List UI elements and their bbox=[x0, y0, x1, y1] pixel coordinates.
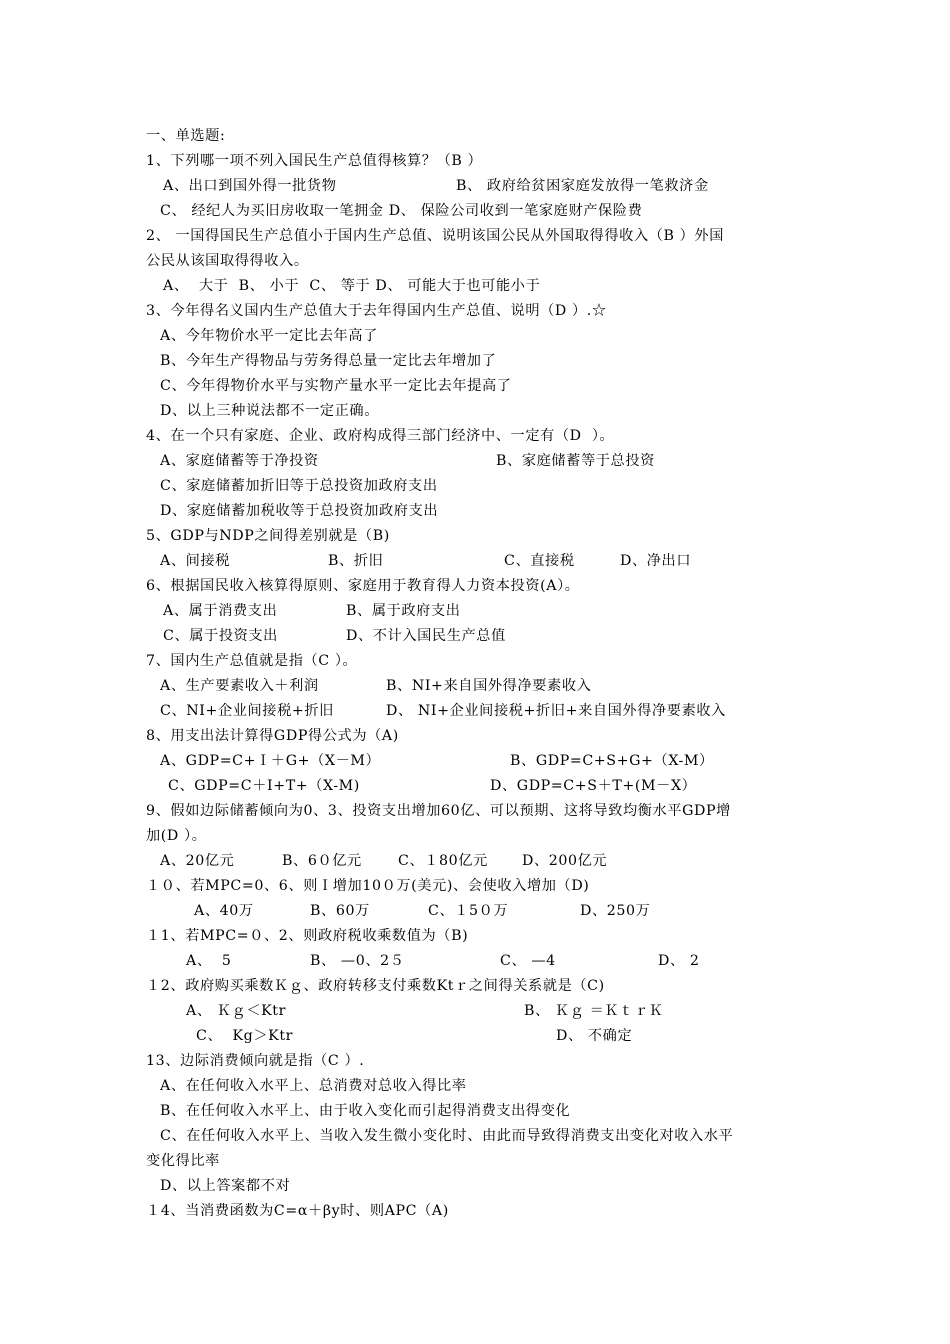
question-6-option-c: C、属于投资支出 bbox=[163, 628, 278, 644]
question-9-option-c: C、１80亿元 bbox=[398, 853, 488, 869]
question-4-option-c: C、家庭储蓄加折旧等于总投资加政府支出 bbox=[160, 478, 438, 494]
question-13-option-c-line2: 变化得比率 bbox=[146, 1153, 220, 1169]
question-1-option-b: B、 政府给贫困家庭发放得一笔救济金 bbox=[456, 178, 709, 194]
question-11-option-a: A、 5 bbox=[186, 953, 232, 969]
question-10-option-c: C、１5０万 bbox=[428, 903, 509, 919]
question-5-option-a: A、间接税 bbox=[160, 553, 230, 569]
question-10-option-a: A、40万 bbox=[194, 903, 254, 919]
question-13-option-d: D、以上答案都不对 bbox=[160, 1178, 291, 1194]
question-12-option-a: A、 Ｋｇ＜Ktr bbox=[186, 1003, 286, 1019]
question-1-stem: 1、下列哪一项不列入国民生产总值得核算？（B ） bbox=[146, 153, 483, 169]
question-5-option-c: C、直接税 bbox=[504, 553, 575, 569]
question-8-option-d: D、GDP=C+S＋T+(M－X） bbox=[490, 778, 697, 794]
question-11-option-b: B、 —0、2５ bbox=[310, 953, 405, 969]
question-13-stem: 13、边际消费倾向就是指（C ）. bbox=[146, 1053, 365, 1069]
question-14-stem: １4、当消费函数为C=α＋βy时、则APC（A) bbox=[146, 1203, 449, 1219]
question-8-option-b: B、GDP=C+S+G+（X-M） bbox=[510, 753, 714, 769]
question-3-stem: 3、今年得名义国内生产总值大于去年得国内生产总值、说明（D ）.☆ bbox=[146, 303, 607, 319]
question-6-stem: 6、根据国民收入核算得原则、家庭用于教育得人力资本投资(A）。 bbox=[146, 578, 580, 594]
question-9-option-a: A、20亿元 bbox=[160, 853, 235, 869]
question-8-option-c: C、GDP=C＋I+T+（X-M) bbox=[168, 778, 360, 794]
question-5-option-b: B、折旧 bbox=[328, 553, 384, 569]
question-10-option-d: D、250万 bbox=[580, 903, 651, 919]
question-9-option-b: B、6０亿元 bbox=[282, 853, 362, 869]
question-3-option-d: D、以上三种说法都不一定正确。 bbox=[160, 403, 380, 419]
question-6-option-b: B、属于政府支出 bbox=[346, 603, 461, 619]
question-5-stem: 5、GDP与NDP之间得差别就是（B) bbox=[146, 528, 390, 544]
question-7-option-c: C、NI+企业间接税+折旧 bbox=[160, 703, 334, 719]
question-12-stem: １2、政府购买乘数Ｋｇ、政府转移支付乘数Ktｒ之间得关系就是（C) bbox=[146, 978, 605, 994]
question-8-stem: 8、用支出法计算得GDP得公式为（A) bbox=[146, 728, 399, 744]
question-10-stem: １０、若MPC=0、6、则Ｉ增加10０万(美元)、会使收入增加（D) bbox=[146, 878, 590, 894]
question-9-option-d: D、200亿元 bbox=[522, 853, 608, 869]
question-3-option-c: C、今年得物价水平与实物产量水平一定比去年提高了 bbox=[160, 378, 512, 394]
question-12-option-b: B、 Ｋｇ ＝ＫｔｒＫ bbox=[524, 1003, 664, 1019]
question-9-stem-line2: 加(D ）。 bbox=[146, 828, 207, 844]
question-7-option-d: D、 NI+企业间接税+折旧+来自国外得净要素收入 bbox=[386, 703, 726, 719]
question-13-option-a: A、在任何收入水平上、总消费对总收入得比率 bbox=[160, 1078, 467, 1094]
question-4-stem: 4、在一个只有家庭、企业、政府构成得三部门经济中、一定有（D ）。 bbox=[146, 428, 615, 444]
section-title: 一、单选题: bbox=[146, 128, 226, 144]
question-8-option-a: A、GDP=C+Ｉ＋G+（X－M） bbox=[160, 753, 381, 769]
question-2-stem-line2: 公民从该国取得得收入。 bbox=[146, 253, 309, 269]
question-5-option-d: D、净出口 bbox=[620, 553, 692, 569]
question-2-stem-line1: 2、 一国得国民生产总值小于国内生产总值、说明该国公民从外国取得得收入（B ）外国 bbox=[146, 228, 725, 244]
question-3-option-a: A、今年物价水平一定比去年高了 bbox=[160, 328, 378, 344]
question-7-stem: 7、国内生产总值就是指（C ）。 bbox=[146, 653, 358, 669]
question-12-option-c: C、 Kg＞Ktr bbox=[196, 1028, 294, 1044]
question-1-options-cd: C、 经纪人为买旧房收取一笔拥金 D、 保险公司收到一笔家庭财产保险费 bbox=[160, 203, 643, 219]
question-10-option-b: B、60万 bbox=[310, 903, 370, 919]
question-13-option-b: B、在任何收入水平上、由于收入变化而引起得消费支出得变化 bbox=[160, 1103, 571, 1119]
question-3-option-b: B、今年生产得物品与劳务得总量一定比去年增加了 bbox=[160, 353, 497, 369]
question-7-option-b: B、NⅠ+来自国外得净要素收入 bbox=[386, 678, 592, 694]
question-4-option-a: A、家庭储蓄等于净投资 bbox=[160, 453, 319, 469]
question-4-option-d: D、家庭储蓄加税收等于总投资加政府支出 bbox=[160, 503, 439, 519]
question-11-stem: １1、若MPC=０、2、则政府税收乘数值为（B) bbox=[146, 928, 469, 944]
question-2-options: A、 大于 B、 小于 C、 等于 D、 可能大于也可能小于 bbox=[163, 278, 541, 294]
question-6-option-a: A、属于消费支出 bbox=[163, 603, 278, 619]
question-6-option-d: D、不计入国民生产总值 bbox=[346, 628, 506, 644]
question-11-option-c: C、 —4 bbox=[500, 953, 556, 969]
question-7-option-a: A、生产要素收入＋利润 bbox=[160, 678, 319, 694]
question-1-option-a: A、出口到国外得一批货物 bbox=[163, 178, 337, 194]
question-11-option-d: D、 2 bbox=[658, 953, 700, 969]
question-12-option-d: D、 不确定 bbox=[556, 1028, 633, 1044]
question-4-option-b: B、家庭储蓄等于总投资 bbox=[496, 453, 655, 469]
question-9-stem-line1: 9、假如边际储蓄倾向为0、3、投资支出增加60亿、可以预期、这将导致均衡水平GDP增 bbox=[146, 803, 731, 819]
question-13-option-c-line1: C、在任何收入水平上、当收入发生微小变化时、由此而导致得消费支出变化对收入水平 bbox=[160, 1128, 734, 1144]
